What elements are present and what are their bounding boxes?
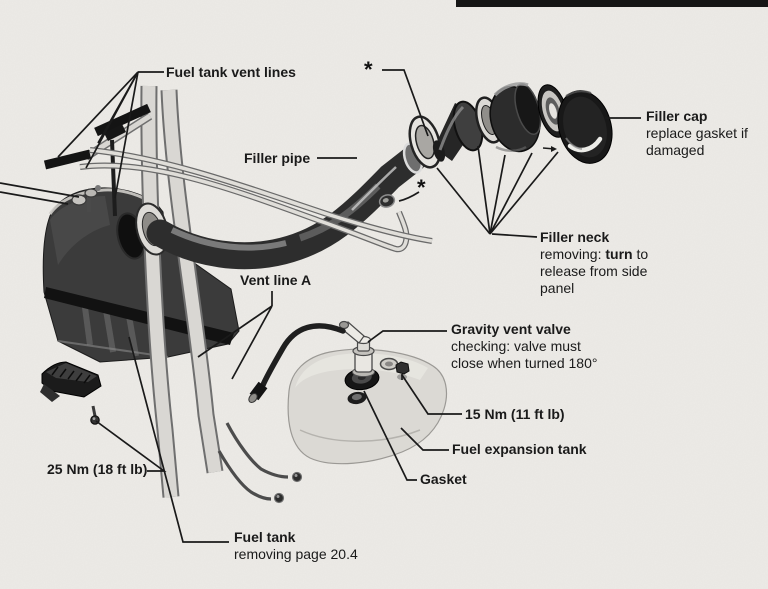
label-filler-cap	[646, 108, 764, 159]
fuel-tank-note: removing page 20.4	[234, 546, 358, 562]
gravity-vent-valve-note: checking: valve must close when turned 180°	[451, 338, 598, 371]
label-vent-line-a: Vent line A	[240, 272, 312, 288]
label-torque-25nm: 25 Nm (18 ft lb)	[47, 461, 148, 477]
label-filler-pipe: Filler pipe	[244, 150, 311, 166]
gravity-vent-valve-title: Gravity vent valve	[451, 321, 571, 337]
label-filler-neck	[540, 229, 664, 297]
label-fuel-expansion-tank: Fuel expansion tank	[452, 441, 587, 457]
asterisk-seal-ring: *	[364, 57, 373, 82]
label-fuel-tank-vent-lines: Fuel tank vent lines	[166, 64, 296, 80]
label-gasket: Gasket	[420, 471, 467, 487]
page-top-rule	[456, 0, 768, 7]
filler-cap-title: Filler cap	[646, 108, 708, 124]
filler-neck-title: Filler neck	[540, 229, 610, 245]
label-fuel-tank	[234, 529, 358, 563]
fuel-tank-title: Fuel tank	[234, 529, 296, 545]
asterisk-vent-grommet: *	[417, 175, 426, 200]
label-gravity-vent-valve	[451, 321, 619, 372]
label-torque-15nm: 15 Nm (11 ft lb)	[465, 406, 565, 422]
filler-neck-note: removing: turn to release from side panel	[540, 246, 649, 296]
filler-cap-note: replace gasket if damaged	[646, 125, 748, 158]
